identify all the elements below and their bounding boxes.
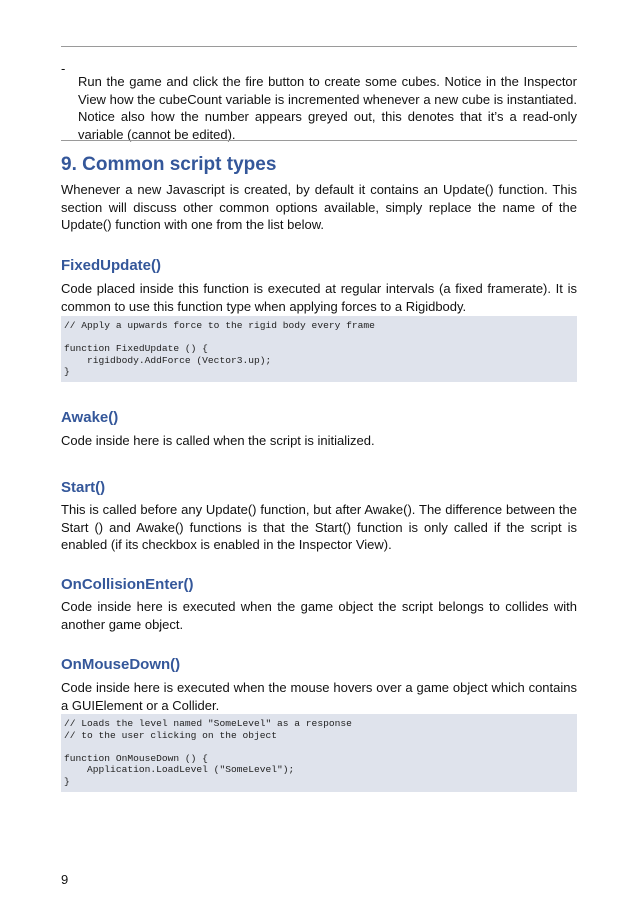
text-awake: Code inside here is called when the script is initialized. bbox=[61, 433, 375, 448]
section-divider bbox=[61, 140, 577, 141]
code-block-onmousedown bbox=[61, 714, 577, 792]
section-intro: Whenever a new Javascript is created, by default it contains an Update() function. This section will discuss other common options available, simply replace the name of the Update() function with one from the list below. bbox=[61, 182, 577, 232]
code-line: Application.LoadLevel ("SomeLevel"); bbox=[64, 764, 295, 776]
heading-awake: Awake() bbox=[61, 409, 119, 426]
heading-oncollisionenter: OnCollisionEnter() bbox=[61, 576, 194, 593]
heading-fixedupdate: FixedUpdate() bbox=[61, 257, 162, 274]
bullet-item bbox=[61, 60, 577, 156]
code-line: // Loads the level named "SomeLevel" as a response bbox=[64, 718, 352, 729]
code-block-fixedupdate bbox=[61, 316, 577, 382]
heading-start: Start() bbox=[61, 479, 106, 496]
code-line: function FixedUpdate () { bbox=[64, 343, 208, 355]
section-title: 9. Common script types bbox=[61, 154, 277, 175]
text-onmousedown: Code inside here is executed when the mouse hovers over a game object which contains a GUIElement or a Collider. bbox=[61, 680, 577, 713]
code-line: } bbox=[64, 366, 70, 378]
code-line: // Apply a upwards force to the rigid body every frame bbox=[64, 320, 375, 331]
code-line bbox=[61, 741, 577, 753]
code-line: } bbox=[64, 775, 70, 787]
bullet-text: Run the game and click the fire button to create some cubes. Notice in the Inspector View how the cubeCount variable is incremented whenever a new cube is instantiated. Notice also how the number appears greyed out, this denotes that it’s a read-only variable (cannot be edited). bbox=[78, 74, 577, 142]
code-line bbox=[61, 332, 577, 344]
text-start: This is called before any Update() function, but after Awake(). The difference between the Start () and Awake() functions is that the Start() function is only called if the script is enabled (if its checkbox is enabled in the Inspector View). bbox=[61, 502, 577, 552]
code-line: // to the user clicking on the object bbox=[64, 729, 278, 741]
page-number: 9 bbox=[61, 872, 69, 887]
text-oncollisionenter: Code inside here is executed when the game object the script belongs to collides with another game object. bbox=[61, 599, 577, 632]
bullet-dash: - bbox=[61, 61, 66, 76]
code-line: rigidbody.AddForce (Vector3.up); bbox=[64, 354, 272, 366]
code-line: function OnMouseDown () { bbox=[64, 752, 208, 764]
heading-onmousedown: OnMouseDown() bbox=[61, 656, 181, 673]
top-divider bbox=[61, 46, 577, 47]
text-fixedupdate: Code placed inside this function is executed at regular intervals (a fixed framerate). It is common to use this function type when applying forces to a Rigidbody. bbox=[61, 281, 577, 314]
